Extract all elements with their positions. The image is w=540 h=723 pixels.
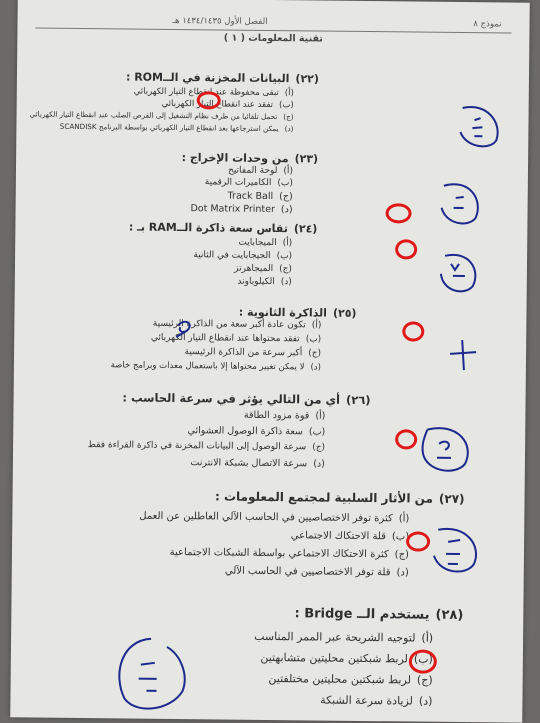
option-text: تفقد محتواها عند انقطاع التيار الكهربائي: [150, 332, 300, 345]
option-text: قلة توفر الاختصاصيين في الحاسب الآلي: [224, 565, 391, 579]
question-25-option-d: [111, 360, 321, 372]
question-27-option-b: [291, 530, 409, 542]
option-text: Track Ball: [227, 190, 274, 203]
subject-title: تقنية المعلومات ( ١ ): [223, 32, 323, 45]
question-28-option-b: [260, 651, 433, 666]
handwritten-mark-26: [417, 422, 478, 477]
handwritten-mark-28: [110, 634, 191, 715]
option-text: الميجابايت: [238, 237, 277, 249]
question-28-option-c: [268, 672, 432, 687]
option-text: لوحة المفاتيح: [227, 165, 278, 177]
question-27-option-d: [225, 566, 409, 579]
question-24-text: تقاس سعة ذاكرة الــRAM بـ :: [128, 220, 288, 236]
question-22-option-d: [60, 122, 294, 133]
option-text: لتوجيه الشريحة عبر الممر المناسب: [254, 629, 416, 645]
option-letter: (ج): [279, 264, 293, 275]
question-25-option-c: [184, 347, 321, 358]
option-text: الميجاهرتز: [234, 263, 274, 275]
question-28-option-d: [320, 694, 432, 708]
model-label: نموذج ٨: [473, 19, 502, 30]
question-27-text: من الأثار السلبية لمجتمع المعلومات :: [214, 489, 434, 506]
option-letter: (د): [418, 694, 433, 708]
option-letter: (أ): [311, 320, 322, 331]
question-26-option-a: [244, 410, 326, 422]
option-text: كثرة توفر الاختصاصيين في الحاسب الآلي العاطلين عن العمل: [139, 510, 393, 525]
question-23-title: [182, 151, 319, 165]
exam-sheet: [10, 0, 530, 723]
option-text: لا يمكن تغيير محتواها إلا باستعمال معدات وبرامج خاصة: [110, 360, 305, 373]
question-26-option-b: [188, 425, 326, 437]
question-27-option-a: [139, 511, 409, 525]
option-text: لربط شبكتين محليتين مختلفتين: [268, 672, 412, 687]
option-letter: (أ): [398, 513, 410, 525]
question-24-option-d: [237, 277, 292, 288]
question-24-option-a: [238, 238, 292, 249]
option-letter: (أ): [283, 166, 294, 177]
answer-circle: [385, 203, 411, 223]
question-28-number: (٢٨): [435, 607, 464, 624]
option-letter: (ب): [278, 100, 294, 111]
option-letter: (ج): [283, 112, 294, 122]
question-26-option-c: [88, 440, 326, 452]
option-text: لزيادة سرعة الشبكة: [320, 693, 414, 708]
option-text: قوة مزود الطاقة: [243, 409, 310, 422]
question-28-text: يستخدم الــ Bridge :: [294, 606, 430, 623]
option-letter: (د): [310, 362, 321, 373]
option-letter: (أ): [284, 88, 294, 99]
answer-circle: [197, 91, 221, 109]
question-27-number: (٢٧): [438, 491, 465, 507]
question-27-option-c: [170, 547, 409, 561]
question-24-option-c: [234, 264, 292, 275]
option-letter: (ج): [394, 549, 410, 561]
answer-circle: [409, 649, 437, 673]
question-24-option-b: [193, 250, 292, 261]
answer-circle: [395, 239, 417, 259]
question-24-title: [129, 221, 318, 236]
question-28-option-a: [254, 630, 433, 645]
question-23-option-d: [190, 203, 292, 215]
question-22-option-b: [162, 99, 294, 110]
question-26-text: أي من التالي يؤثر في سرعة الحاسب :: [122, 390, 341, 407]
option-text: تفقد عند انقطاع التيار الكهربائي: [161, 98, 274, 111]
option-letter: (ب): [413, 652, 433, 666]
option-text: تحمل تلقائيا من طرف نظام التشغيل إلى القرص الصلب عند انقطاع التيار الكهربائي: [29, 109, 278, 122]
option-letter: (د): [280, 204, 293, 216]
handwritten-mark-24: [435, 248, 484, 297]
option-letter: (ب): [276, 251, 293, 262]
handwritten-mark-27: [428, 524, 485, 579]
option-text: الجيجابايت في الثانية: [193, 250, 271, 262]
option-letter: (ب): [391, 531, 410, 543]
option-letter: (ج): [279, 191, 293, 203]
question-25-number: (٢٥): [332, 306, 357, 320]
answer-circle: [402, 321, 424, 341]
option-text: الكيلوباوند: [237, 276, 275, 288]
option-letter: (د): [284, 124, 294, 134]
question-26-number: (٢٦): [345, 392, 371, 408]
option-letter: (د): [313, 458, 325, 470]
option-letter: (د): [280, 277, 292, 288]
question-23-option-a: [228, 166, 293, 177]
option-text: يمكن استرجاعها بعد انقطاع التيار الكهربائي بواسطة البرنامج SCANDISK: [59, 121, 279, 134]
option-letter: (ج): [308, 348, 322, 359]
option-text: تبقى محفوظة عند انقطاع التيار الكهربائي: [133, 86, 279, 99]
question-28-title: [294, 606, 463, 623]
question-23-option-b: [205, 177, 293, 188]
question-25-title: [239, 306, 357, 320]
option-text: لربط شبكتين محليتين متشابهتين: [260, 650, 408, 666]
question-22-number: (٢٢): [295, 72, 320, 86]
option-text: أكبر سرعة من الذاكرة الرئيسية: [184, 347, 303, 359]
handwritten-mark-25-left: [172, 317, 196, 339]
handwritten-mark-23: [435, 178, 486, 229]
option-letter: (ب): [277, 178, 293, 189]
option-letter: (ج): [416, 673, 433, 687]
option-letter: (أ): [282, 238, 293, 249]
option-text: الكاميرات الرقمية: [204, 177, 272, 189]
option-text: تكون عادة أكبر سعة من الذاكرة الرئيسية: [152, 318, 306, 331]
option-letter: (ب): [305, 334, 322, 345]
option-text: قلة الاحتكاك الاجتماعي: [290, 530, 386, 543]
question-24-number: (٢٤): [293, 222, 318, 236]
handwritten-plus-mark: [446, 336, 480, 372]
option-text: كثرة الاحتكاك الاجتماعي بواسطة الشبكات الاجتماعية: [169, 546, 389, 561]
question-22-text: البيانات المخزنة في الــROM :: [125, 70, 290, 86]
option-text: سرعة الوصول إلى البيانات المخزنة في ذاكرة القراءة فقط: [87, 440, 307, 453]
question-26-title: [122, 390, 370, 407]
answer-circle: [406, 531, 430, 551]
handwritten-mark-22: [456, 102, 507, 153]
option-letter: (ب): [308, 426, 326, 438]
answer-circle: [395, 429, 417, 449]
option-letter: (ج): [312, 442, 326, 453]
option-letter: (أ): [315, 410, 326, 422]
option-letter: (د): [396, 567, 409, 579]
option-letter: (أ): [421, 631, 434, 645]
question-26-option-d: [190, 457, 325, 469]
question-23-option-c: [228, 191, 293, 203]
question-22-option-c: [30, 109, 294, 121]
option-text: سرعة الاتصال بشبكة الانترنت: [190, 457, 308, 470]
question-23-text: من وحدات الإخراج :: [181, 151, 289, 166]
question-25-text: الذاكرة الثانوية :: [238, 305, 328, 320]
question-27-title: [215, 489, 465, 506]
question-23-number: (٢٣): [294, 152, 319, 166]
option-text: Dot Matrix Printer: [190, 203, 275, 216]
question-22-title: [126, 70, 319, 85]
term-label: الفصل الأول ١٤٣٤/١٤٣٥ هـ: [172, 15, 268, 27]
option-text: سعة ذاكرة الوصول العشوائي: [187, 425, 303, 438]
